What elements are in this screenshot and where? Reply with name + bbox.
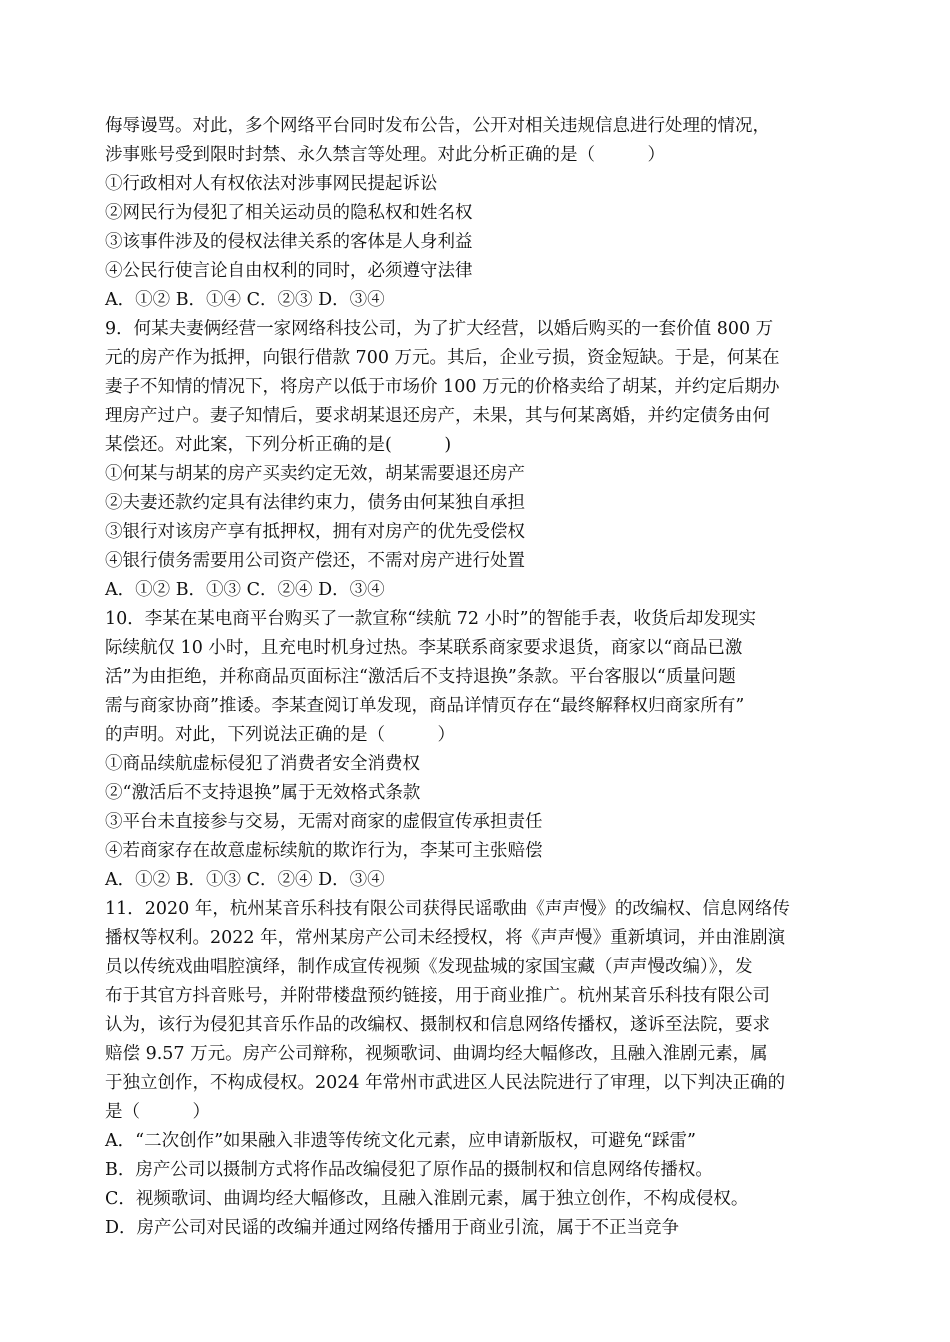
question-9 — [105, 315, 840, 605]
answer-choices: A．①② B．①③ C．②④ D．③④ — [105, 870, 385, 890]
statement-option: ②网民行为侵犯了相关运动员的隐私权和姓名权 — [105, 203, 473, 223]
statement-option: ①行政相对人有权依法对涉事网民提起诉讼 — [105, 174, 438, 194]
question-stem-line: 是（ ） — [105, 1102, 210, 1122]
statement-option: ③银行对该房产享有抵押权，拥有对房产的优先受偿权 — [105, 522, 525, 542]
choice-option-a: A．“二次创作”如果融入非遗等传统文化元素，应申请新版权，可避免“踩雷” — [105, 1131, 696, 1151]
question-stem-line: 认为，该行为侵犯其音乐作品的改编权、摄制权和信息网络传播权，遂诉至法院，要求 — [105, 1015, 770, 1035]
question-stem-line: 布于其官方抖音账号，并附带楼盘预约链接，用于商业推广。杭州某音乐科技有限公司 — [105, 986, 770, 1006]
question-stem-line: 侮辱谩骂。对此，多个网络平台同时发布公告，公开对相关违规信息进行处理的情况， — [105, 116, 770, 136]
question-stem-line: 11．2020 年，杭州某音乐科技有限公司获得民谣歌曲《声声慢》的改编权、信息网络传 — [105, 899, 790, 919]
question-stem-line: 元的房产作为抵押，向银行借款 700 万元。其后，企业亏损，资金短缺。于是，何某在 — [105, 348, 780, 368]
question-stem-line: 播权等权利。2022 年，常州某房产公司未经授权，将《声声慢》重新填词，并由淮剧演 — [105, 928, 786, 948]
statement-option: ④若商家存在故意虚标续航的欺诈行为，李某可主张赔偿 — [105, 841, 543, 861]
question-stem-line: 员以传统戏曲唱腔演绎，制作成宣传视频《发现盐城的家国宝藏（声声慢改编）》，发 — [105, 957, 753, 977]
question-stem-line: 涉事账号受到限时封禁、永久禁言等处理。对此分析正确的是（ ） — [105, 145, 665, 165]
question-stem-line: 9．何某夫妻俩经营一家网络科技公司，为了扩大经营，以婚后购买的一套价值 800 万 — [105, 319, 774, 339]
statement-option: ④银行债务需要用公司资产偿还，不需对房产进行处置 — [105, 551, 525, 571]
answer-choices: A．①② B．①④ C．②③ D．③④ — [105, 290, 385, 310]
statement-option: ②“激活后不支持退换”属于无效格式条款 — [105, 783, 421, 803]
question-stem-line: 活”为由拒绝，并称商品页面标注“激活后不支持退换”条款。平台客服以“质量问题 — [105, 667, 736, 687]
question-10 — [105, 605, 840, 895]
question-stem-line: 际续航仅 10 小时，且充电时机身过热。李某联系商家要求退货，商家以“商品已激 — [105, 638, 743, 658]
question-11 — [105, 895, 840, 1243]
question-stem-line: 某偿还。对此案，下列分析正确的是( ) — [105, 435, 452, 455]
answer-choices: A．①② B．①③ C．②④ D．③④ — [105, 580, 385, 600]
statement-option: ④公民行使言论自由权利的同时，必须遵守法律 — [105, 261, 473, 281]
statement-option: ③平台未直接参与交易，无需对商家的虚假宣传承担责任 — [105, 812, 543, 832]
statement-option: ③该事件涉及的侵权法律关系的客体是人身利益 — [105, 232, 473, 252]
question-stem-line: 妻子不知情的情况下，将房产以低于市场价 100 万元的价格卖给了胡某，并约定后期办 — [105, 377, 780, 397]
statement-option: ①商品续航虚标侵犯了消费者安全消费权 — [105, 754, 420, 774]
statement-option: ①何某与胡某的房产买卖约定无效，胡某需要退还房产 — [105, 464, 525, 484]
exam-page — [105, 112, 840, 1243]
choice-option-d: D．房产公司对民谣的改编并通过网络传播用于商业引流，属于不正当竞争 — [105, 1218, 680, 1238]
question-stem-line: 需与商家协商”推诿。李某查阅订单发现，商品详情页存在“最终解释权归商家所有” — [105, 696, 745, 716]
choice-option-c: C．视频歌词、曲调均经大幅修改，且融入淮剧元素，属于独立创作，不构成侵权。 — [105, 1189, 749, 1209]
choice-option-b: B．房产公司以摄制方式将作品改编侵犯了原作品的摄制权和信息网络传播权。 — [105, 1160, 713, 1180]
question-stem-line: 赔偿 9.57 万元。房产公司辩称，视频歌词、曲调均经大幅修改，且融入淮剧元素，属 — [105, 1044, 768, 1064]
question-8 — [105, 112, 840, 315]
question-stem-line: 于独立创作，不构成侵权。2024 年常州市武进区人民法院进行了审理，以下判决正确的 — [105, 1073, 786, 1093]
question-stem-line: 10．李某在某电商平台购买了一款宣称“续航 72 小时”的智能手表，收货后却发现实 — [105, 609, 757, 629]
question-stem-line: 理房产过户。妻子知情后，要求胡某退还房产，未果，其与何某离婚，并约定债务由何 — [105, 406, 770, 426]
statement-option: ②夫妻还款约定具有法律约束力，债务由何某独自承担 — [105, 493, 525, 513]
question-stem-line: 的声明。对此，下列说法正确的是（ ） — [105, 725, 455, 745]
